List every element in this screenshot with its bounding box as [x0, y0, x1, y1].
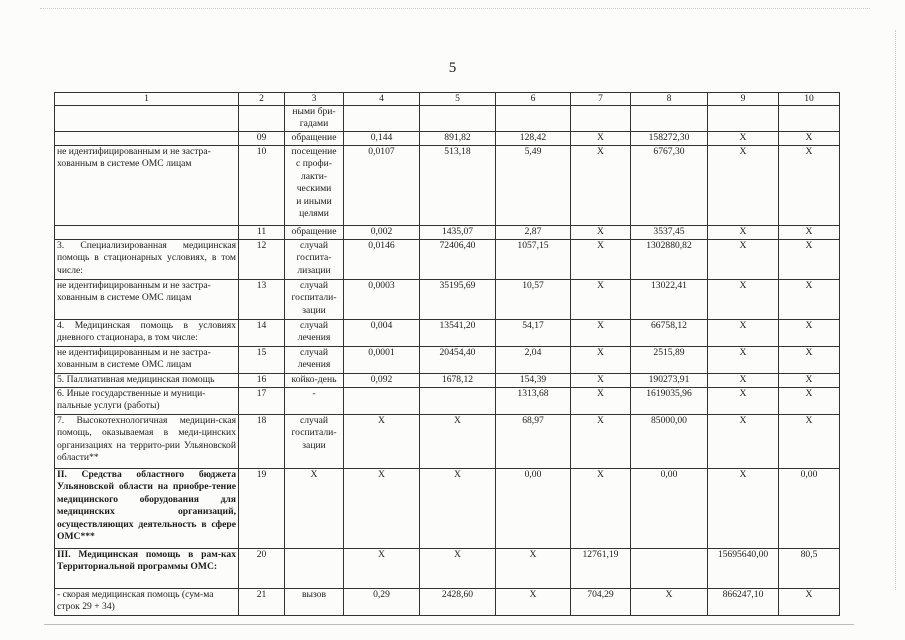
value-cell: 158272,30	[631, 132, 708, 146]
row-label-cell: 5. Паллиативная медицинская помощь	[55, 374, 239, 388]
row-code-cell: 15	[239, 347, 285, 374]
row-label-cell: 7. Высокотехнологичная медицин-ская помощь, оказываемая в меди-цинских организациях на террито-рии Ульяновской области**	[55, 415, 239, 469]
value-cell: Х	[571, 374, 631, 388]
row-label-cell: не идентифицированным и не застра- хованным в системе ОМС лицам	[55, 280, 239, 320]
value-cell: 190273,91	[631, 374, 708, 388]
value-cell: 0,0001	[344, 347, 420, 374]
row-code-cell: 12	[239, 240, 285, 280]
table-row	[55, 226, 840, 240]
value-cell: 85000,00	[631, 415, 708, 469]
value-cell: Х	[708, 347, 779, 374]
value-cell: Х	[420, 415, 496, 469]
column-number: 6	[496, 93, 571, 106]
value-cell: Х	[571, 388, 631, 415]
value-cell: 2,87	[496, 226, 571, 240]
value-cell: Х	[571, 320, 631, 347]
value-cell	[420, 106, 496, 132]
column-number: 2	[239, 93, 285, 106]
column-number: 3	[285, 93, 344, 106]
table-row	[55, 106, 840, 132]
table-row	[55, 589, 840, 616]
column-number: 9	[708, 93, 779, 106]
value-cell: 72406,40	[420, 240, 496, 280]
table-row	[55, 549, 840, 589]
value-cell: Х	[779, 415, 840, 469]
value-cell: 10,57	[496, 280, 571, 320]
value-cell: Х	[779, 347, 840, 374]
unit-cell: койко-день	[285, 374, 344, 388]
value-cell: Х	[708, 388, 779, 415]
value-cell: Х	[571, 347, 631, 374]
unit-cell: случай госпитали- зации	[285, 280, 344, 320]
value-cell: 2,04	[496, 347, 571, 374]
unit-cell: случай лечения	[285, 320, 344, 347]
value-cell	[344, 388, 420, 415]
row-label-cell: 6. Иные государственные и муници- пальные услуги (работы)	[55, 388, 239, 415]
value-cell: Х	[708, 469, 779, 549]
value-cell: 1302880,82	[631, 240, 708, 280]
value-cell: 54,17	[496, 320, 571, 347]
value-cell: 0,29	[344, 589, 420, 616]
table-row	[55, 320, 840, 347]
value-cell: Х	[571, 132, 631, 146]
value-cell: 80,5	[779, 549, 840, 589]
value-cell: Х	[708, 146, 779, 226]
value-cell: 0,0003	[344, 280, 420, 320]
value-cell: Х	[571, 146, 631, 226]
scan-right-edge	[895, 30, 897, 590]
column-number: 5	[420, 93, 496, 106]
value-cell: 0,0107	[344, 146, 420, 226]
unit-cell: ными бри- гадами	[285, 106, 344, 132]
unit-cell: обращение	[285, 132, 344, 146]
unit-cell: случай госпита- лизации	[285, 240, 344, 280]
row-label-cell: не идентифицированным и не застра- хованным в системе ОМС лицам	[55, 347, 239, 374]
unit-cell: обращение	[285, 226, 344, 240]
page-number: 5	[448, 60, 457, 76]
value-cell	[631, 549, 708, 589]
column-number: 8	[631, 93, 708, 106]
value-cell: Х	[571, 469, 631, 549]
row-code-cell: 11	[239, 226, 285, 240]
unit-cell: вызов	[285, 589, 344, 616]
row-label-cell: 4. Медицинская помощь в условиях дневного стационара, в том числе:	[55, 320, 239, 347]
value-cell: Х	[496, 589, 571, 616]
value-cell: 1678,12	[420, 374, 496, 388]
page-bottom-rule	[44, 624, 854, 625]
value-cell	[344, 106, 420, 132]
value-cell: 3537,45	[631, 226, 708, 240]
value-cell: Х	[708, 320, 779, 347]
value-cell: 35195,69	[420, 280, 496, 320]
value-cell: Х	[571, 415, 631, 469]
row-label-cell	[55, 132, 239, 146]
value-cell: 6767,30	[631, 146, 708, 226]
value-cell: 2515,89	[631, 347, 708, 374]
unit-cell: посещение с профи- лакти- ческими и иными целями	[285, 146, 344, 226]
value-cell: 0,0146	[344, 240, 420, 280]
value-cell: Х	[344, 469, 420, 549]
value-cell: Х	[420, 549, 496, 589]
value-cell: 513,18	[420, 146, 496, 226]
value-cell: 866247,10	[708, 589, 779, 616]
row-code-cell: 18	[239, 415, 285, 469]
value-cell: Х	[571, 226, 631, 240]
value-cell: 13541,20	[420, 320, 496, 347]
row-code-cell: 20	[239, 549, 285, 589]
value-cell: 0,00	[496, 469, 571, 549]
value-cell: Х	[496, 549, 571, 589]
value-cell: Х	[708, 226, 779, 240]
value-cell: 1619035,96	[631, 388, 708, 415]
value-cell: 15695640,00	[708, 549, 779, 589]
value-cell: 0,092	[344, 374, 420, 388]
value-cell: Х	[779, 374, 840, 388]
value-cell: Х	[779, 146, 840, 226]
row-code-cell: 21	[239, 589, 285, 616]
scan-top-edge	[40, 8, 870, 9]
value-cell: Х	[631, 589, 708, 616]
row-code-cell: 10	[239, 146, 285, 226]
value-cell: 0,00	[631, 469, 708, 549]
table-row	[55, 415, 840, 469]
row-label-cell: 3. Специализированная медицинская помощь в стационарных условиях, в том числе:	[55, 240, 239, 280]
value-cell: Х	[779, 320, 840, 347]
value-cell: Х	[571, 280, 631, 320]
value-cell	[496, 106, 571, 132]
row-code-cell: 09	[239, 132, 285, 146]
value-cell: Х	[779, 589, 840, 616]
value-cell: Х	[708, 132, 779, 146]
value-cell: Х	[708, 415, 779, 469]
column-number: 1	[55, 93, 239, 106]
value-cell: 128,42	[496, 132, 571, 146]
value-cell: 154,39	[496, 374, 571, 388]
value-cell: Х	[571, 240, 631, 280]
value-cell: 5,49	[496, 146, 571, 226]
row-label-cell	[55, 106, 239, 132]
value-cell: Х	[420, 469, 496, 549]
value-cell: 2428,60	[420, 589, 496, 616]
value-cell: Х	[779, 388, 840, 415]
value-cell: 1313,68	[496, 388, 571, 415]
value-cell: 0,004	[344, 320, 420, 347]
value-cell: 0,144	[344, 132, 420, 146]
table-row	[55, 240, 840, 280]
row-code-cell: 19	[239, 469, 285, 549]
table-row	[55, 347, 840, 374]
column-number: 4	[344, 93, 420, 106]
value-cell: 13022,41	[631, 280, 708, 320]
table-row	[55, 469, 840, 549]
unit-cell: -	[285, 388, 344, 415]
value-cell: 891,82	[420, 132, 496, 146]
value-cell: Х	[708, 280, 779, 320]
value-cell: Х	[779, 240, 840, 280]
table-row	[55, 374, 840, 388]
value-cell	[420, 388, 496, 415]
value-cell: 1057,15	[496, 240, 571, 280]
column-number-row	[55, 93, 840, 106]
value-cell: Х	[779, 280, 840, 320]
row-label-cell: - скорая медицинская помощь (сум-ма строк 29 + 34)	[55, 589, 239, 616]
value-cell	[708, 106, 779, 132]
value-cell: Х	[708, 240, 779, 280]
value-cell	[631, 106, 708, 132]
row-label-cell: II. Средства областного бюджета Ульяновской области на приобре-тение медицинского оборудования для медицинских организаций, осуществляющих деятельность в сфере ОМС***	[55, 469, 239, 549]
row-label-cell: не идентифицированным и не застра- хованным в системе ОМС лицам	[55, 146, 239, 226]
value-cell: 704,29	[571, 589, 631, 616]
value-cell: 1435,07	[420, 226, 496, 240]
unit-cell: случай госпитали- зации	[285, 415, 344, 469]
value-cell: Х	[344, 415, 420, 469]
value-cell: 68,97	[496, 415, 571, 469]
value-cell: 20454,40	[420, 347, 496, 374]
value-cell: Х	[779, 132, 840, 146]
unit-cell	[285, 549, 344, 589]
unit-cell: случай лечения	[285, 347, 344, 374]
value-cell: Х	[708, 374, 779, 388]
column-number: 7	[571, 93, 631, 106]
row-label-cell: III. Медицинская помощь в рам-ках Территориальной программы ОМС:	[55, 549, 239, 589]
value-cell: 0,002	[344, 226, 420, 240]
value-cell: Х	[344, 549, 420, 589]
row-label-cell	[55, 226, 239, 240]
unit-cell: Х	[285, 469, 344, 549]
row-code-cell	[239, 106, 285, 132]
row-code-cell: 13	[239, 280, 285, 320]
row-code-cell: 16	[239, 374, 285, 388]
value-cell	[571, 106, 631, 132]
table-row	[55, 146, 840, 226]
value-cell: Х	[779, 226, 840, 240]
financing-table	[54, 92, 840, 616]
table-row	[55, 388, 840, 415]
column-number: 10	[779, 93, 840, 106]
value-cell: 12761,19	[571, 549, 631, 589]
table-row	[55, 132, 840, 146]
value-cell: 66758,12	[631, 320, 708, 347]
value-cell: 0,00	[779, 469, 840, 549]
table-row	[55, 280, 840, 320]
row-code-cell: 17	[239, 388, 285, 415]
value-cell	[779, 106, 840, 132]
row-code-cell: 14	[239, 320, 285, 347]
